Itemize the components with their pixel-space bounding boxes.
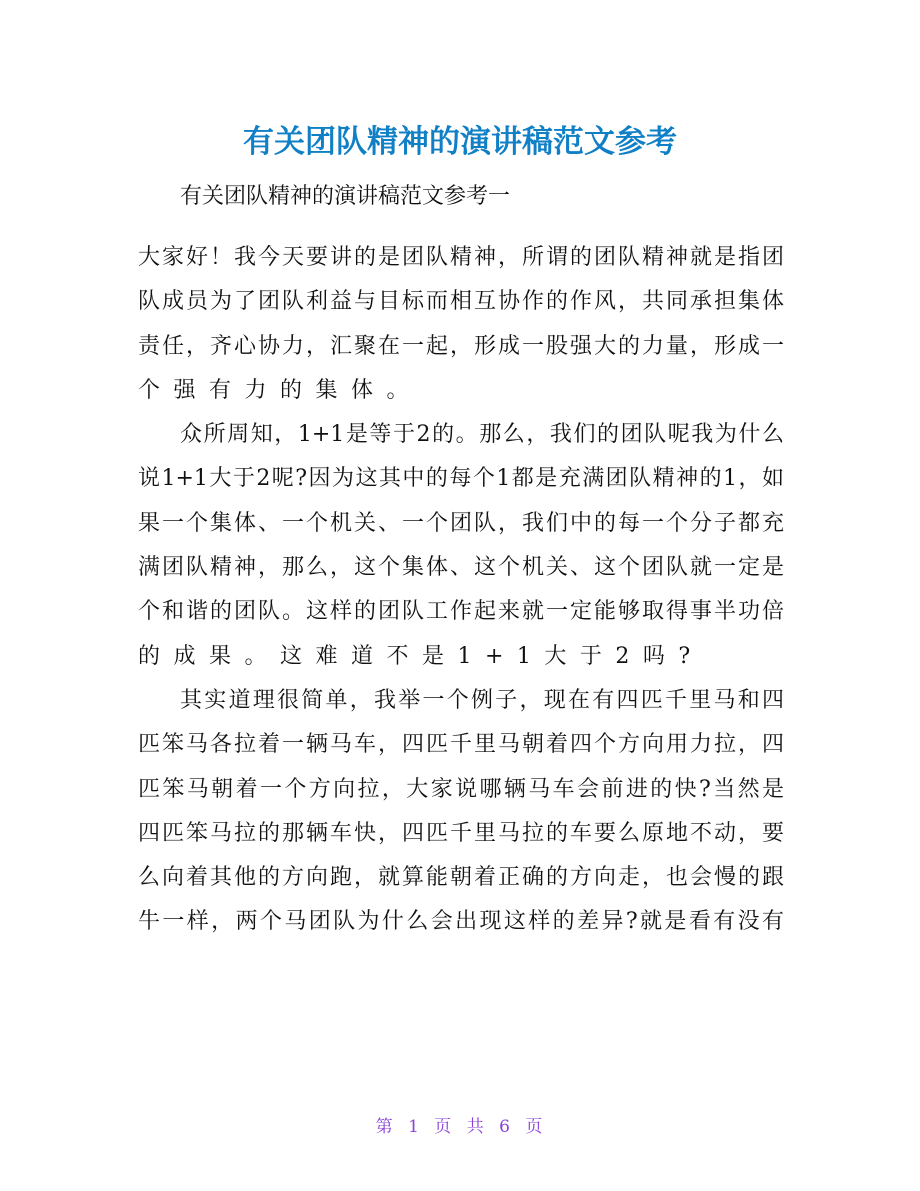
paragraph-line: 众所周知，1+1是等于2的。那么，我们的团队呢我为什么 xyxy=(180,422,784,448)
document-title: 有关团队精神的演讲稿范文参考 xyxy=(243,124,677,160)
paragraph-line: 牛一样，两个马团队为什么会出现这样的差异?就是看有没有 xyxy=(138,909,784,935)
page-number-footer: 第 1 页 共 6 页 xyxy=(375,1117,545,1137)
paragraph-line: 个和谐的团队。这样的团队工作起来就一定能够取得事半功倍 xyxy=(138,599,784,625)
paragraph-line: 匹笨马朝着一个方向拉，大家说哪辆马车会前进的快?当然是 xyxy=(138,776,784,802)
paragraph-line: 满团队精神，那么，这个集体、这个机关、这个团队就一定是 xyxy=(138,555,784,581)
paragraph-line: 说1+1大于2呢?因为这其中的每个1都是充满团队精神的1，如 xyxy=(138,466,784,492)
paragraph-line: 么向着其他的方向跑，就算能朝着正确的方向走，也会慢的跟 xyxy=(138,865,784,891)
paragraph-line: 果一个集体、一个机关、一个团队，我们中的每一个分子都充 xyxy=(138,510,784,536)
paragraph xyxy=(138,236,784,413)
paragraph xyxy=(138,679,784,945)
paragraph-line: 个强有力的集体。 xyxy=(138,377,423,403)
paragraph-line: 大家好！我今天要讲的是团队精神，所谓的团队精神就是指团 xyxy=(138,245,784,270)
paragraph-line: 其实道理很简单，我举一个例子，现在有四匹千里马和四 xyxy=(180,687,784,713)
paragraphs xyxy=(138,236,784,945)
paragraph xyxy=(138,413,784,679)
paragraph-line: 队成员为了团队利益与目标而相互协作的作风，共同承担集体 xyxy=(138,289,784,315)
section-subheading: 有关团队精神的演讲稿范文参考一 xyxy=(180,184,511,209)
paragraph-line: 责任，齐心协力，汇聚在一起，形成一股强大的力量，形成一 xyxy=(138,333,784,359)
paragraph-line: 匹笨马各拉着一辆马车，四匹千里马朝着四个方向用力拉，四 xyxy=(138,732,784,758)
paragraph-line: 的成果。这难道不是1+1大于2吗? xyxy=(138,643,704,669)
paragraph-line: 四匹笨马拉的那辆车快，四匹千里马拉的车要么原地不动，要 xyxy=(138,820,784,846)
document-body xyxy=(138,178,784,945)
